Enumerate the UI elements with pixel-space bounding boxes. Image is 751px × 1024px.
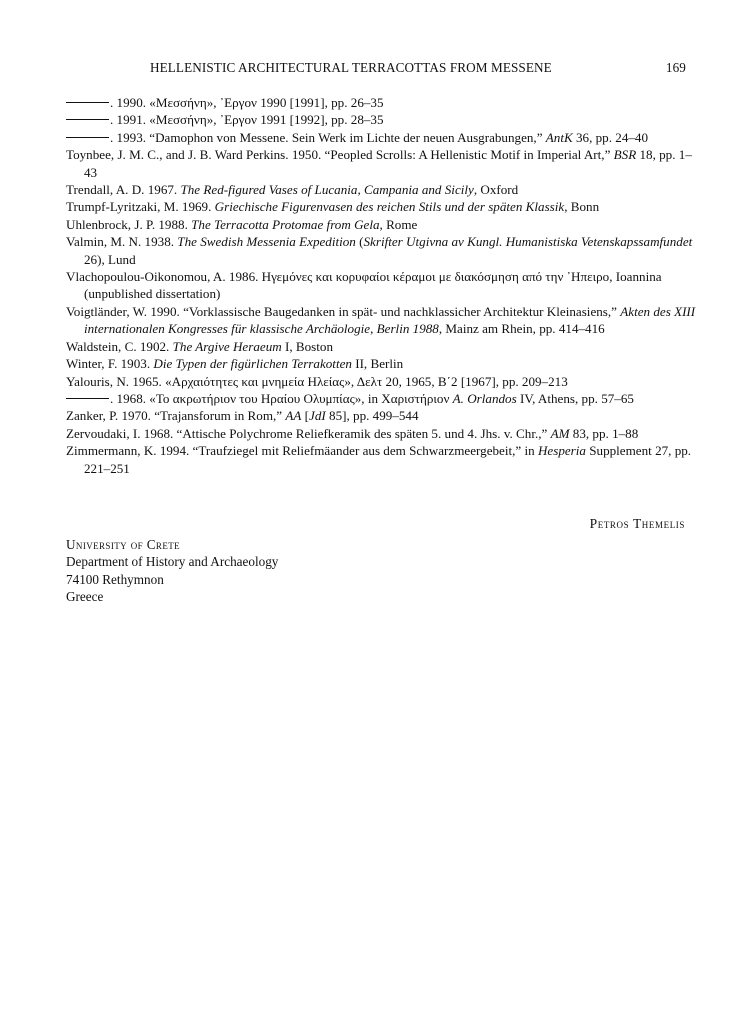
reference-entry — [66, 390, 696, 407]
reference-italic-title: The Swedish Messenia Expedition — [177, 234, 356, 250]
reference-text: 85], pp. 499–544 — [325, 408, 419, 424]
reference-text: 18, pp. 1–43 — [84, 147, 692, 180]
repeat-author-dash — [66, 119, 109, 120]
author-signature: Petros Themelis — [589, 516, 685, 531]
reference-text: , Mainz am Rhein, pp. 414–416 — [438, 321, 605, 337]
reference-text: . 1990. «Μεσσήνη», ᾿Εργον 1990 [1991], pp. 26–35 — [110, 95, 384, 110]
affiliation-department: Department of History and Archaeology — [66, 554, 279, 570]
reference-text: ( — [355, 234, 364, 250]
reference-text: Trumpf-Lyritzaki, M. 1969. — [66, 199, 215, 215]
reference-text: [ — [301, 408, 310, 424]
reference-text: Winter, F. 1903. — [66, 356, 154, 372]
reference-entry — [66, 442, 696, 477]
reference-italic-title: AA — [285, 408, 302, 424]
reference-italic-title: The Argive Heraeum — [172, 338, 282, 354]
affiliation-country: Greece — [66, 589, 104, 605]
reference-text: Uhlenbrock, J. P. 1988. — [66, 216, 192, 232]
page-number: 169 — [665, 60, 686, 75]
reference-entry — [66, 181, 696, 198]
reference-italic-title: BSR — [613, 147, 637, 163]
reference-italic-title: Die Typen der figürlichen Terrakotten — [153, 356, 352, 372]
reference-italic-title: AntK — [545, 129, 573, 145]
reference-entry — [66, 303, 696, 338]
reference-italic-title: JdI — [309, 408, 326, 424]
reference-text: Voigtländer, W. 1990. “Vorklassische Baugedanken in spät- und nachklassicher Architektur Kleinasiens,” — [66, 303, 621, 319]
affiliation-university: University of Crete — [66, 537, 181, 552]
reference-entry — [66, 146, 696, 181]
reference-entry — [66, 198, 696, 215]
reference-italic-title: Hesperia — [537, 443, 586, 459]
reference-entry — [66, 425, 696, 442]
reference-italic-title: Skrifter Utgivna av Kungl. Humanistiska Vetenskapssamfundet — [363, 234, 693, 250]
reference-list — [66, 94, 696, 477]
reference-text: Valmin, M. N. 1938. — [66, 234, 178, 250]
running-title: HELLENISTIC ARCHITECTURAL TERRACOTTAS FROM MESSENE — [150, 60, 552, 75]
reference-italic-title: AM — [550, 425, 570, 441]
reference-text: 83, pp. 1–88 — [569, 425, 639, 441]
repeat-author-dash — [66, 102, 109, 103]
reference-entry — [66, 268, 696, 303]
reference-entry — [66, 129, 696, 146]
affiliation-postal: 74100 Rethymnon — [66, 571, 164, 587]
reference-entry — [66, 94, 696, 111]
reference-text: . 1968. «Το ακρωτήριον του Ηραίου Ολυμπίας», in Χαριστήριον — [110, 390, 453, 406]
reference-italic-title: Akten des XIII internationalen Kongresses für klassische Archäologie, Berlin 1988 — [84, 303, 696, 337]
reference-entry — [66, 233, 696, 268]
reference-entry — [66, 216, 696, 233]
reference-text: Supplement 27, pp. 221–251 — [84, 443, 692, 476]
reference-text: Toynbee, J. M. C., and J. B. Ward Perkins. 1950. “Peopled Scrolls: A Hellenistic Motif in Imperial Art,” — [66, 147, 614, 163]
reference-entry — [66, 355, 696, 372]
reference-text: , Bonn — [564, 199, 600, 215]
reference-entry — [66, 111, 696, 128]
reference-entry — [66, 373, 696, 390]
reference-text: , Oxford — [473, 182, 519, 198]
reference-italic-title: The Red-figured Vases of Lucania, Campania and Sicily — [180, 182, 474, 198]
reference-text: 26), Lund — [84, 251, 136, 267]
reference-text: . 1993. “Damophon von Messene. Sein Werk im Lichte der neuen Ausgrabungen,” — [110, 129, 546, 145]
reference-text: Waldstein, C. 1902. — [66, 338, 173, 354]
author-affiliation — [66, 536, 278, 606]
reference-entry — [66, 407, 696, 424]
repeat-author-dash — [66, 398, 109, 399]
reference-text: Trendall, A. D. 1967. — [66, 182, 181, 198]
reference-text: , Rome — [379, 216, 418, 232]
reference-text: IV, Athens, pp. 57–65 — [516, 390, 634, 406]
reference-text: Zanker, P. 1970. “Trajansforum in Rom,” — [66, 408, 286, 424]
reference-text: 36, pp. 24–40 — [572, 129, 649, 145]
reference-italic-title: The Terracotta Protomae from Gela — [191, 216, 380, 232]
reference-text: Vlachopoulou-Oikonomou, A. 1986. Ηγεμόνες και κορυφαίοι κέραμοι με διακόσμηση από την ᾿Ηπειρο, Ioannina (unpublished dissertation) — [66, 269, 662, 302]
reference-italic-title: A. Orlandos — [452, 390, 517, 406]
reference-text: I, Boston — [281, 338, 333, 354]
reference-text: . 1991. «Μεσσήνη», ᾿Εργον 1991 [1992], pp. 28–35 — [110, 112, 384, 128]
reference-text: Zervoudaki, I. 1968. “Attische Polychrome Reliefkeramik des späten 5. und 4. Jhs. v. Chr.,” — [66, 425, 551, 441]
reference-text: Zimmermann, K. 1994. “Traufziegel mit Reliefmäander aus dem Schwarzmeergebeit,” in — [66, 443, 538, 459]
reference-text: II, Berlin — [351, 356, 404, 372]
reference-text: Yalouris, N. 1965. «Αρχαιότητες και μνημεία Ηλείας», Δελτ 20, 1965, Β΄2 [1967], pp. 209–213 — [66, 373, 568, 389]
reference-italic-title: Griechische Figurenvasen des reichen Stils und der späten Klassik — [214, 199, 565, 215]
repeat-author-dash — [66, 137, 109, 138]
reference-entry — [66, 338, 696, 355]
